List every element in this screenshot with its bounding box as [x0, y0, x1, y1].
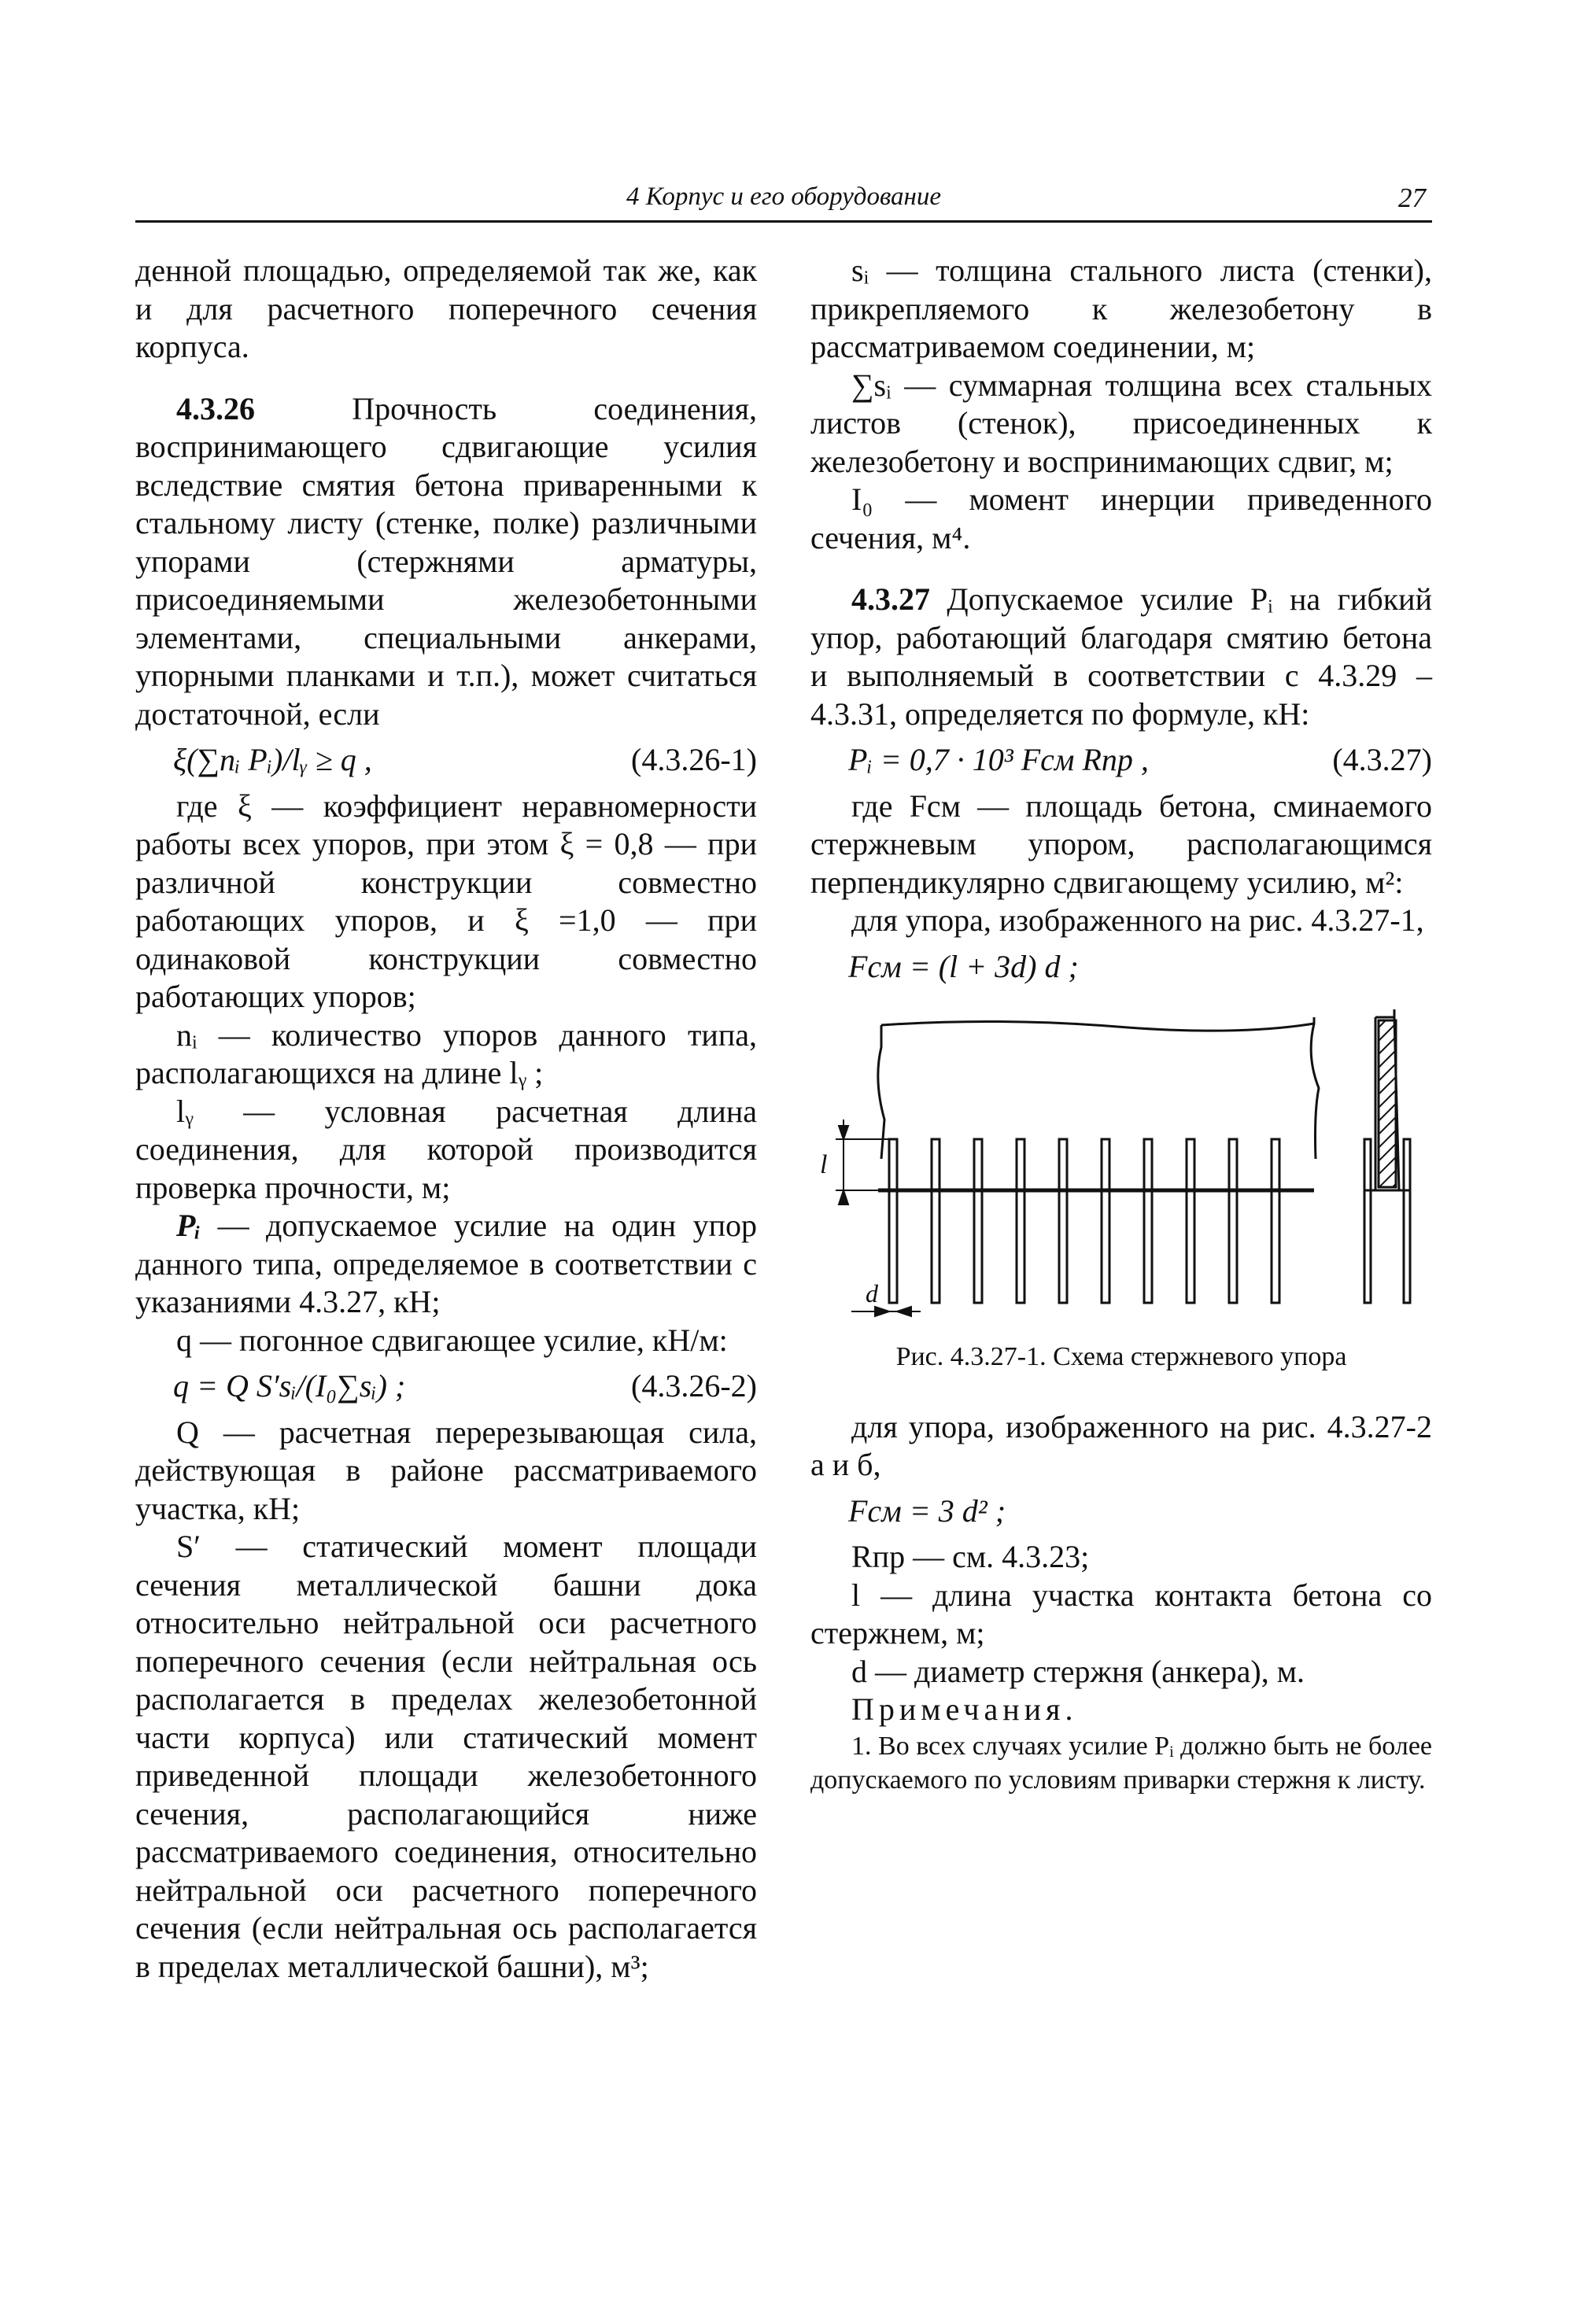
formula-body: q = Q S′sᵢ/(I₀∑sᵢ) ;: [173, 1368, 406, 1404]
section-number: 4.3.27: [851, 581, 930, 617]
formula-4-3-26-2: [135, 1367, 757, 1406]
formula-label: (4.3.26-2): [631, 1368, 757, 1404]
formula-body: ξ(∑nᵢ Pᵢ)/lᵧ ≥ q ,: [173, 742, 372, 777]
label-d: d: [866, 1279, 878, 1308]
definition-q: q — погонное сдвигающее усилие, кН/м:: [176, 1322, 728, 1358]
formula-F-case-1: [810, 948, 1432, 987]
studs: [889, 1139, 1279, 1303]
formula-label: (4.3.26-1): [631, 742, 757, 777]
definition-S: S′ — статический момент площади сечения металлической башни дока относительно нейтральной оси расчетного поперечного сечения (если нейтральная ось располагается в пределах железобетонной части корпуса) или статический момент приведенной площади железобетонного сечения, располагающийся ниже рассматриваемого соединения, относительно нейтральной оси расчетного поперечного сечения (если нейтральная ось располагается в пределах металлической башни), м³;: [135, 1529, 757, 1984]
dimension-d: [851, 1307, 921, 1316]
side-section: [1364, 1009, 1410, 1303]
note-1: 1. Во всех случаях усилие Pᵢ должно быть не более допускаемого по условиям приварки стержня к листу.: [810, 1731, 1432, 1795]
formula-body: Fсм = (l + 3d) d ;: [848, 948, 1079, 984]
right-column: [810, 252, 1432, 1797]
definition-n: nᵢ — количество упоров данного типа, располагающихся на длине lᵧ ;: [135, 1016, 757, 1090]
definition-d: d — диаметр стержня (анкера), м.: [851, 1653, 1305, 1689]
notes-title: Примечания.: [851, 1691, 1078, 1727]
paragraph-text: Прочность соединения, воспринимающего сдвигающие усилия вследствие смятия бетона приваренными к стальному листу (стенке, полке) различными упорами (стержнями арматуры, присоединяемыми железобетонными элементами, специальными анкерами, упорными планками и т.п.), может считаться достаточной, если: [135, 390, 757, 732]
definition-I: I₀ — момент инерции приведенного сечения, м⁴.: [810, 481, 1432, 555]
running-header: [135, 183, 1432, 223]
symbol-P: Pᵢ: [176, 1208, 201, 1243]
figure-caption: Рис. 4.3.27-1. Схема стержневого упора: [895, 1342, 1347, 1371]
definition-l-contact: l — длина участка контакта бетона со стержнем, м;: [810, 1577, 1432, 1651]
definition-sum-s: ∑sᵢ — суммарная толщина всех стальных листов (стенок), присоединенных к железобетону и воспринимающих сдвиг, м;: [810, 367, 1432, 479]
section-number: 4.3.26: [176, 390, 255, 426]
paragraph-4-3-26: [135, 390, 757, 734]
definition-Q: Q — расчетная перерезывающая сила, действующая в районе рассматриваемого участка, кН;: [135, 1414, 757, 1526]
formula-F-case-2: [810, 1492, 1432, 1531]
formula-label: (4.3.27): [1332, 742, 1432, 777]
definition-l: lᵧ — условная расчетная длина соединения, для которой производится проверка прочности, м;: [135, 1093, 757, 1205]
definition-P-text: — допускаемое усилие на один упор данного типа, определяемое в соответствии с указаниями 4.3.27, кН;: [135, 1208, 757, 1319]
page-number: 27: [1398, 183, 1426, 213]
formula-body: Pᵢ = 0,7 · 10³ Fсм Rпр ,: [848, 742, 1149, 777]
definition-xi: где ξ — коэффициент неравномерности работы всех упоров, при этом ξ = 0,8 — при различной конструкции совместно работающих упоров, и ξ =1,0 — при одинаковой конструкции совместно работающих упоров;: [135, 788, 757, 1014]
formula-4-3-26-1: [135, 741, 757, 780]
left-column: [135, 252, 757, 1986]
paragraph-text: Допускаемое усилие Pᵢ на гибкий упор, работающий благодаря смятию бетона и выполняемый в соответствии с 4.3.29 – 4.3.31, определяется по формуле, кН:: [810, 581, 1432, 732]
label-l: l: [820, 1150, 828, 1179]
definition-F: где Fсм — площадь бетона, сминаемого стержневым упором, располагающимся перпендикулярно сдвигающему усилию, м²:: [810, 788, 1432, 900]
case-figure-1: для упора, изображенного на рис. 4.3.27-1,: [851, 902, 1424, 938]
definition-s: sᵢ — толщина стального листа (стенки), прикрепляемого к железобетону в рассматриваемом соединении, м;: [810, 253, 1432, 364]
formula-body: Fсм = 3 d² ;: [848, 1492, 1006, 1529]
paragraph-continued: денной площадью, определяемой так же, как и для расчетного поперечного сечения корпуса.: [135, 253, 757, 364]
header-title: 4 Корпус и его оборудование: [626, 183, 942, 211]
concrete-outline: [878, 1017, 1319, 1159]
case-figure-2: для упора, изображенного на рис. 4.3.27-2 а и б,: [810, 1408, 1432, 1482]
paragraph-4-3-27: [810, 581, 1432, 733]
definition-R: Rпр — см. 4.3.23;: [851, 1539, 1090, 1574]
formula-4-3-27: [810, 741, 1432, 780]
figure-4-3-27-1: [810, 994, 1432, 1324]
definition-P: [135, 1207, 757, 1322]
